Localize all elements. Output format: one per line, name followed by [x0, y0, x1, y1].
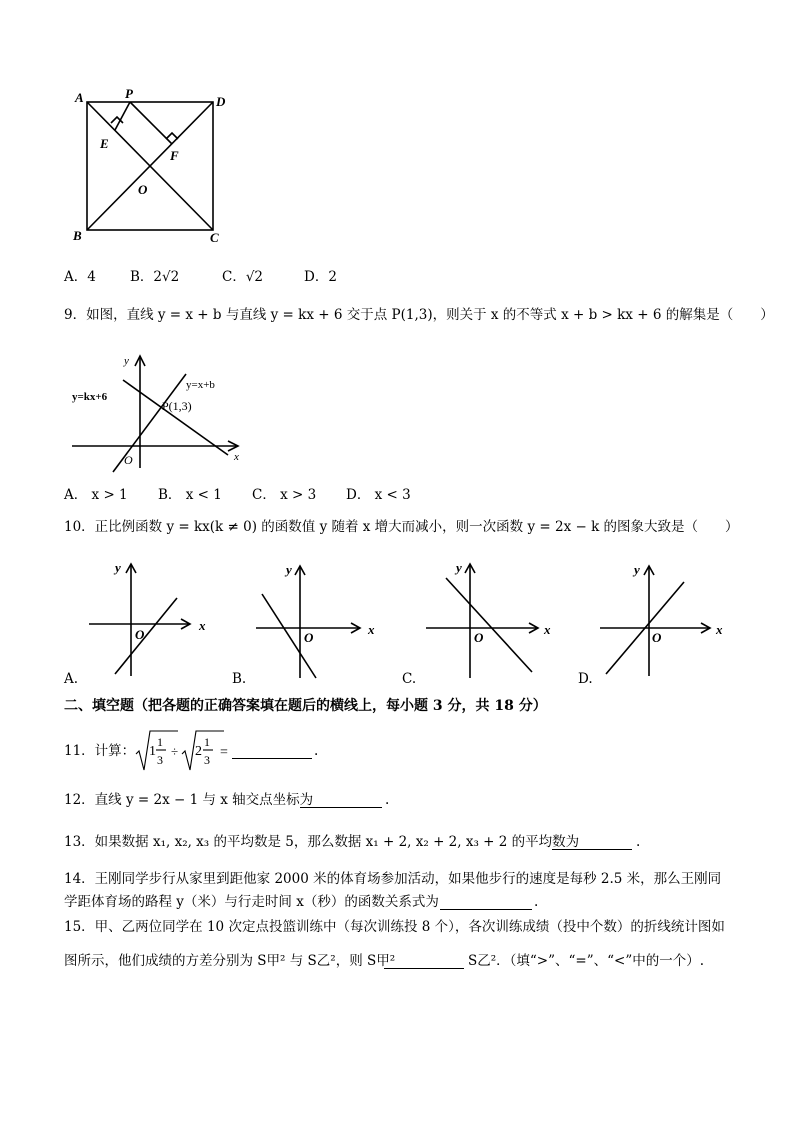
svg-text:3: 3 — [204, 753, 210, 767]
q10c-o: O — [474, 630, 484, 645]
q10c-x: x — [544, 622, 551, 637]
q10-graph-d[interactable] — [596, 556, 731, 681]
q10-option-a-label[interactable]: A. — [64, 671, 79, 687]
label-c: C — [210, 230, 219, 245]
q9-x-label: x — [234, 451, 239, 463]
q14-suffix: . — [534, 894, 539, 910]
q10-graph-a[interactable] — [85, 556, 215, 681]
q9-option-a[interactable]: A． x > 1 — [64, 487, 128, 503]
q8-option-b[interactable]: B．2√2 — [130, 269, 180, 285]
q9-option-d[interactable]: D． x < 3 — [346, 487, 411, 503]
q10d-x: x — [716, 622, 723, 637]
q13-suffix: . — [636, 834, 641, 850]
q10b-x: x — [368, 622, 375, 637]
svg-text:3: 3 — [157, 753, 163, 767]
q9-line1-label: y=kx+6 — [72, 391, 108, 403]
q15-answer-blank[interactable] — [384, 954, 464, 969]
q13-text: 13．如果数据 x₁, x₂, x₃ 的平均数是 5，那么数据 x₁ + 2, x₂ + 2, x₃ + 2 的平均数为 — [64, 834, 580, 850]
q12-answer-blank[interactable] — [300, 793, 382, 808]
q9-y-label: y — [124, 355, 129, 367]
q10a-o: O — [135, 627, 145, 642]
svg-text:1: 1 — [204, 735, 210, 749]
q11-suffix: . — [314, 743, 319, 759]
q11-answer-blank[interactable] — [232, 744, 312, 759]
q9-line2-label: y=x+b — [186, 379, 215, 391]
svg-text:1: 1 — [149, 744, 156, 759]
label-o: O — [138, 182, 148, 197]
label-a: A — [75, 90, 84, 105]
q15-line1: 15．甲、乙两位同学在 10 次定点投篮训练中（每次训练投 8 个），各次训练成绩（投中个数）的折线统计图如 — [64, 919, 725, 935]
q11-expression — [134, 728, 234, 774]
q9-option-c[interactable]: C． x > 3 — [252, 487, 317, 503]
label-d: D — [216, 94, 226, 109]
q8-option-d[interactable]: D．2 — [304, 269, 337, 285]
q8-option-a[interactable]: A．4 — [64, 269, 96, 285]
label-e: E — [100, 136, 109, 151]
q11-prefix: 11．计算： — [64, 743, 136, 759]
q10-option-c-label[interactable]: C. — [402, 671, 417, 687]
q9-point-label: P(1,3) — [162, 399, 192, 413]
svg-text:1: 1 — [157, 735, 163, 749]
section-2-heading: 二、填空题（把各题的正确答案填在题后的横线上，每小题 3 分，共 18 分） — [64, 698, 547, 714]
q10b-o: O — [304, 630, 314, 645]
q10a-x: x — [199, 618, 206, 633]
svg-text:2: 2 — [195, 744, 202, 759]
label-f: F — [170, 148, 179, 163]
q13-answer-blank[interactable] — [552, 835, 632, 850]
q10-graph-c[interactable] — [422, 556, 557, 681]
svg-text:÷: ÷ — [171, 744, 179, 759]
q14-answer-blank[interactable] — [440, 895, 532, 910]
q14-line2: 学距体育场的路程 y（米）与行走时间 x（秒）的函数关系式为 — [64, 894, 439, 910]
label-p: P — [125, 88, 133, 101]
q15-line2b: S乙²．（填“>”、“=”、“<”中的一个）. — [468, 953, 705, 969]
q10-option-b-label[interactable]: B. — [232, 671, 247, 687]
q10c-y: y — [456, 560, 462, 575]
q10d-y: y — [634, 562, 640, 577]
q9-text: 9．如图，直线 y = x + b 与直线 y = kx + 6 交于点 P(1,3)，则关于 x 的不等式 x + b > kx + 6 的解集是（ ） — [64, 307, 774, 323]
q9-origin-label: O — [124, 453, 133, 467]
q9-graph — [68, 350, 253, 475]
q12-text: 12．直线 y = 2x − 1 与 x 轴交点坐标为 — [64, 792, 314, 808]
svg-text:=: = — [220, 745, 228, 760]
q10a-y: y — [115, 560, 121, 575]
q10d-o: O — [652, 630, 662, 645]
q10-text: 10．正比例函数 y = kx(k ≠ 0) 的函数值 y 随着 x 增大而减小，则一次函数 y = 2x − k 的图象大致是（ ） — [64, 519, 739, 535]
square-figure — [70, 88, 240, 248]
label-b: B — [73, 228, 82, 243]
q14-line1: 14．王刚同学步行从家里到距他家 2000 米的体育场参加活动，如果他步行的速度是每秒 2.5 米，那么王刚同 — [64, 871, 722, 887]
q8-option-c[interactable]: C．√2 — [222, 269, 264, 285]
q10b-y: y — [286, 562, 292, 577]
q9-option-b[interactable]: B． x < 1 — [158, 487, 222, 503]
q10-graph-b[interactable] — [252, 556, 382, 681]
q10-option-d-label[interactable]: D. — [578, 671, 593, 687]
q12-suffix: . — [385, 792, 390, 808]
q15-line2a: 图所示，他们成绩的方差分别为 S甲² 与 S乙²，则 S甲² — [64, 953, 396, 969]
